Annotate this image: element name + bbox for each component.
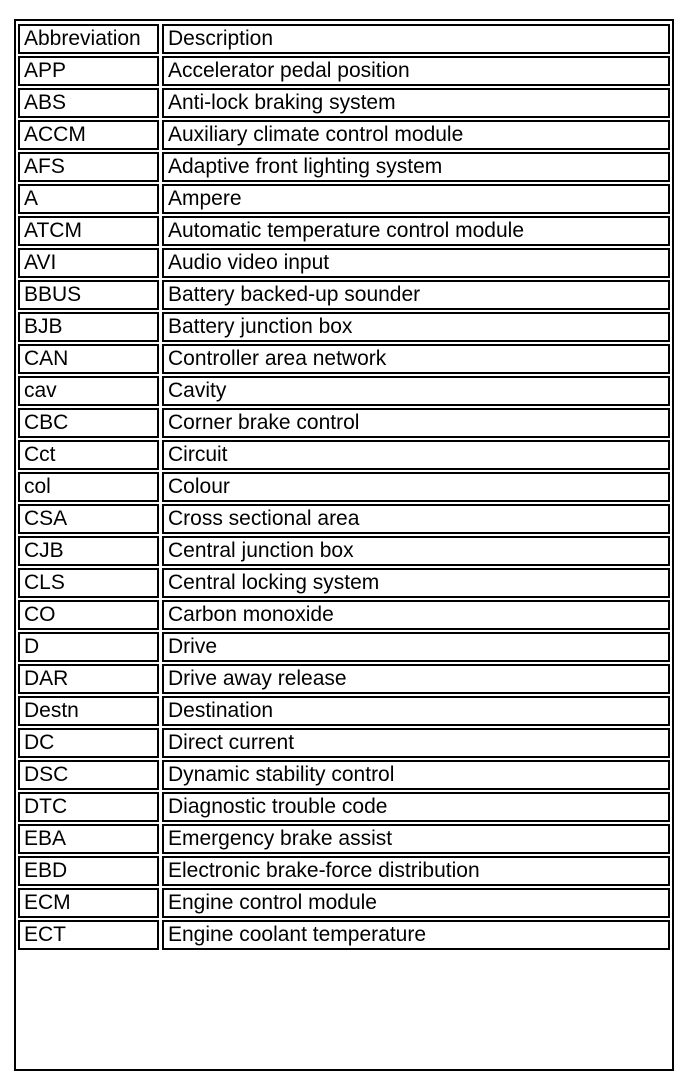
table-row xyxy=(18,248,670,278)
table-row xyxy=(18,88,670,118)
abbreviation-cell: APP xyxy=(18,56,159,86)
abbreviation-cell: ECM xyxy=(18,888,159,918)
description-cell: Dynamic stability control xyxy=(162,760,670,790)
description-cell: Automatic temperature control module xyxy=(162,216,670,246)
table-row xyxy=(18,632,670,662)
table-row xyxy=(18,280,670,310)
table-row xyxy=(18,376,670,406)
description-cell: Emergency brake assist xyxy=(162,824,670,854)
abbreviation-cell: CBC xyxy=(18,408,159,438)
description-cell: Destination xyxy=(162,696,670,726)
abbreviation-cell: CO xyxy=(18,600,159,630)
description-cell: Drive xyxy=(162,632,670,662)
table-row xyxy=(18,728,670,758)
column-header-abbreviation: Abbreviation xyxy=(18,24,159,54)
table-row xyxy=(18,408,670,438)
abbreviation-cell: ECT xyxy=(18,920,159,950)
table-row xyxy=(18,504,670,534)
abbreviation-cell: A xyxy=(18,184,159,214)
description-cell: Engine coolant temperature xyxy=(162,920,670,950)
description-cell: Diagnostic trouble code xyxy=(162,792,670,822)
table-row xyxy=(18,824,670,854)
abbreviation-cell: EBD xyxy=(18,856,159,886)
description-cell: Central locking system xyxy=(162,568,670,598)
abbreviation-cell: DAR xyxy=(18,664,159,694)
abbreviation-cell: cav xyxy=(18,376,159,406)
description-cell: Battery backed-up sounder xyxy=(162,280,670,310)
abbreviation-cell: ACCM xyxy=(18,120,159,150)
description-cell: Engine control module xyxy=(162,888,670,918)
table-row xyxy=(18,664,670,694)
description-cell: Direct current xyxy=(162,728,670,758)
description-cell: Anti-lock braking system xyxy=(162,88,670,118)
abbreviations-table xyxy=(18,22,670,952)
abbreviation-cell: AVI xyxy=(18,248,159,278)
table-row xyxy=(18,568,670,598)
description-cell: Auxiliary climate control module xyxy=(162,120,670,150)
abbreviation-cell: CJB xyxy=(18,536,159,566)
table-row xyxy=(18,152,670,182)
abbreviation-cell: col xyxy=(18,472,159,502)
table-row xyxy=(18,344,670,374)
description-cell: Corner brake control xyxy=(162,408,670,438)
column-header-description: Description xyxy=(162,24,670,54)
description-cell: Drive away release xyxy=(162,664,670,694)
abbreviation-cell: Destn xyxy=(18,696,159,726)
abbreviation-cell: ATCM xyxy=(18,216,159,246)
table-row xyxy=(18,600,670,630)
table-row xyxy=(18,312,670,342)
abbreviation-cell: DC xyxy=(18,728,159,758)
table-row xyxy=(18,696,670,726)
abbreviation-cell: CSA xyxy=(18,504,159,534)
abbreviation-cell: DTC xyxy=(18,792,159,822)
abbreviation-cell: Cct xyxy=(18,440,159,470)
description-cell: Central junction box xyxy=(162,536,670,566)
description-cell: Ampere xyxy=(162,184,670,214)
table-row xyxy=(18,760,670,790)
description-cell: Colour xyxy=(162,472,670,502)
description-cell: Controller area network xyxy=(162,344,670,374)
description-cell: Circuit xyxy=(162,440,670,470)
abbreviation-cell: ABS xyxy=(18,88,159,118)
abbreviation-cell: EBA xyxy=(18,824,159,854)
abbreviation-cell: CLS xyxy=(18,568,159,598)
description-cell: Cross sectional area xyxy=(162,504,670,534)
table-row xyxy=(18,792,670,822)
abbreviation-cell: DSC xyxy=(18,760,159,790)
abbreviation-cell: AFS xyxy=(18,152,159,182)
abbreviation-cell: D xyxy=(18,632,159,662)
table-row xyxy=(18,888,670,918)
table-row xyxy=(18,56,670,86)
abbreviations-table-body xyxy=(18,24,670,950)
table-row xyxy=(18,216,670,246)
table-header-row xyxy=(18,24,670,54)
table-row xyxy=(18,472,670,502)
description-cell: Adaptive front lighting system xyxy=(162,152,670,182)
abbreviation-cell: BBUS xyxy=(18,280,159,310)
description-cell: Accelerator pedal position xyxy=(162,56,670,86)
abbreviation-cell: BJB xyxy=(18,312,159,342)
description-cell: Audio video input xyxy=(162,248,670,278)
table-row xyxy=(18,184,670,214)
description-cell: Carbon monoxide xyxy=(162,600,670,630)
description-cell: Battery junction box xyxy=(162,312,670,342)
table-row xyxy=(18,536,670,566)
table-row xyxy=(18,440,670,470)
table-row xyxy=(18,920,670,950)
table-row xyxy=(18,856,670,886)
description-cell: Electronic brake-force distribution xyxy=(162,856,670,886)
table-row xyxy=(18,120,670,150)
description-cell: Cavity xyxy=(162,376,670,406)
abbreviation-cell: CAN xyxy=(18,344,159,374)
